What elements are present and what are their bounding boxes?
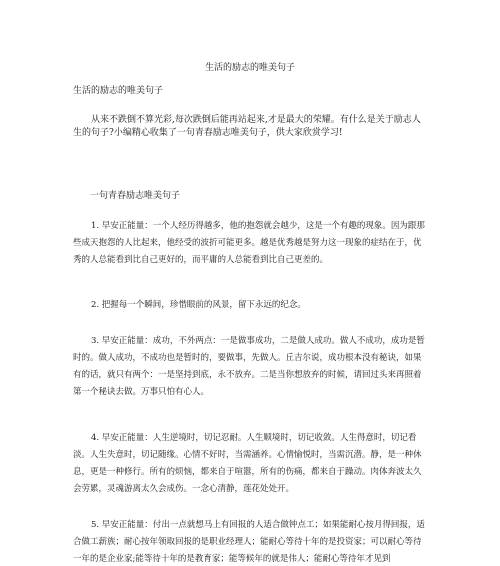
list-item: 1. 早安正能量：一个人经历得越多，他的抱怨就会越少，这是一个有趣的现象。因为跟那些成天抱怨的人比起来，他经受的波折可能更多。越是优秀越是努力这一现象的症结在于，优秀的人总能看到比自己更好的，而平庸的人总能看到比自己更差的。 — [73, 221, 425, 265]
list-item: 5. 早安正能量：付出一点就想马上有回报的人适合做钟点工；如果能耐心按月得回报，适合做工薪族；耐心按年领取回报的是职业经理人；能耐心等待十年的是投资家；可以耐心等待一年的是企业家;能等待十年的是教育家；能等候年的就是伟人；能耐心等待年才见到 — [73, 520, 425, 564]
list-item: 4. 早安正能量：人生逆境时，切记忍耐。人生顺境时，切记收敛。人生得意时，切记看淡。人生失意时，切记随缘。心情不好时，当需涵养。心情愉悦时，当需沉潜。静，是一种休息，更是一种修行。所有的烦恼，都来自于喧嚣，所有的伤痛，都来自于躁动。肉体奔波太久会劳累，灵魂游离太久会成伤。一念心清静，莲花处处开。 — [73, 433, 422, 494]
section-heading: 一句青春励志唯美句子 — [90, 191, 181, 201]
document-title: 生活的励志的唯美句子 — [204, 63, 295, 73]
list-item: 3. 早安正能量：成功，不外两点：一是做事成功，二是做人成功。做人不成功，成功是暂时的。做人成功，不成功也是暂时的，要做事，先做人。丘吉尔说，成功根本没有秘诀，如果有的话，就只有两个：一是坚持到底，永不放弃。二是当你想放弃的时候，请回过头来再照着第一个秘诀去做。万事只怕有心人。 — [73, 336, 425, 397]
list-item: 2. 把握每一个瞬间，珍惜眼前的风景，留下永远的纪念。 — [91, 300, 306, 310]
document-subtitle: 生活的励志的唯美句子 — [73, 86, 164, 96]
intro-paragraph: 从来不跌倒不算光彩,每次跌倒后能再站起来,才是最大的荣耀。有什么是关于励志人生的句子?小编精心收集了一句青春励志唯美句子，供大家欣赏学习! — [73, 115, 421, 138]
